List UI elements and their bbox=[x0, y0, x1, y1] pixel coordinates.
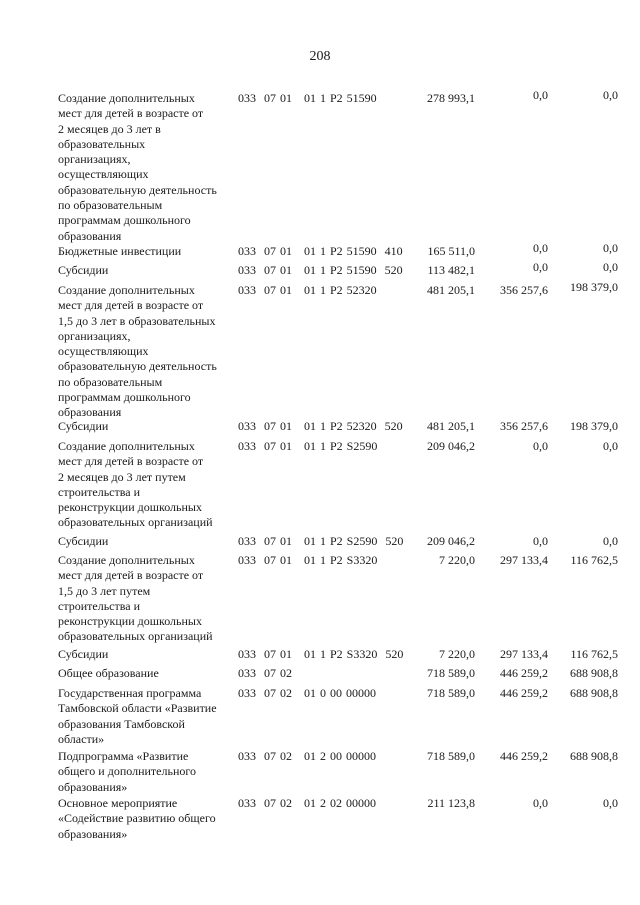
row-value-2: 356 257,6 bbox=[500, 419, 548, 433]
row-name: Субсидии bbox=[58, 534, 109, 548]
row-name: Создание дополнительных мест для детей в возрасте от 1,5 до 3 лет путем строительства и реконструкции дошкольных образовательных организаций bbox=[58, 553, 213, 644]
row-value-1: 113 482,1 bbox=[427, 263, 475, 277]
row-code: 033 07 01 01 1 Р2 S2590 bbox=[238, 439, 378, 453]
row-value-1: 481 205,1 bbox=[427, 419, 475, 433]
row-value-2: 0,0 bbox=[533, 439, 548, 453]
row-code: 033 07 01 01 1 Р2 51590 410 bbox=[238, 244, 403, 258]
row-value-1: 7 220,0 bbox=[439, 553, 475, 567]
row-value-3: 0,0 bbox=[603, 534, 618, 548]
row-value-1: 7 220,0 bbox=[439, 647, 475, 661]
row-code: 033 07 02 bbox=[238, 666, 292, 680]
row-value-2: 446 259,2 bbox=[500, 749, 548, 763]
row-value-1: 481 205,1 bbox=[427, 283, 475, 297]
row-value-1: 209 046,2 bbox=[427, 534, 475, 548]
row-value-3: 688 908,8 bbox=[570, 666, 618, 680]
row-name: Создание дополнительных мест для детей в возрасте от 2 месяцев до 3 лет в образовательных организациях, осуществляющих образовательную деятельность по образовательным программам дошкольного образования bbox=[58, 91, 217, 243]
row-value-2: 0,0 bbox=[533, 241, 548, 255]
row-name: Подпрограмма «Развитие общего и дополнительного образования» bbox=[58, 749, 196, 794]
row-value-1: 209 046,2 bbox=[427, 439, 475, 453]
row-value-2: 446 259,2 bbox=[500, 686, 548, 700]
row-value-3: 0,0 bbox=[603, 241, 618, 255]
row-code: 033 07 01 01 1 Р2 52320 bbox=[238, 283, 377, 297]
row-value-1: 165 511,0 bbox=[427, 244, 475, 258]
row-name: Бюджетные инвестиции bbox=[58, 244, 182, 258]
row-value-3: 198 379,0 bbox=[570, 419, 618, 433]
row-value-1: 718 589,0 bbox=[427, 666, 475, 680]
row-value-2: 0,0 bbox=[533, 260, 548, 274]
row-value-3: 116 762,5 bbox=[570, 647, 618, 661]
row-code: 033 07 02 01 0 00 00000 bbox=[238, 686, 376, 700]
row-value-3: 0,0 bbox=[603, 260, 618, 274]
row-name: Субсидии bbox=[58, 647, 109, 661]
row-code: 033 07 01 01 1 Р2 51590 520 bbox=[238, 263, 403, 277]
row-code: 033 07 01 01 1 Р2 S2590 520 bbox=[238, 534, 404, 548]
row-value-1: 278 993,1 bbox=[427, 91, 475, 105]
row-name: Субсидии bbox=[58, 419, 109, 433]
row-value-2: 0,0 bbox=[533, 796, 548, 810]
row-name: Основное мероприятие «Содействие развитию общего образования» bbox=[58, 796, 216, 841]
row-name: Общее образование bbox=[58, 666, 159, 680]
row-value-2: 356 257,6 bbox=[500, 283, 548, 297]
row-code: 033 07 01 01 1 Р2 S3320 bbox=[238, 553, 378, 567]
row-value-2: 297 133,4 bbox=[500, 553, 548, 567]
row-name: Создание дополнительных мест для детей в возрасте от 2 месяцев до 3 лет путем строительства и реконструкции дошкольных образовательных организаций bbox=[58, 439, 213, 530]
row-value-3: 0,0 bbox=[603, 88, 618, 102]
row-name: Субсидии bbox=[58, 263, 109, 277]
row-value-1: 211 123,8 bbox=[427, 796, 475, 810]
row-value-3: 688 908,8 bbox=[570, 686, 618, 700]
row-value-3: 0,0 bbox=[603, 796, 618, 810]
row-name: Создание дополнительных мест для детей в возрасте от 1,5 до 3 лет в образовательных организациях, осуществляющих образовательную деятельность по образовательным программам дошкольного образования bbox=[58, 283, 217, 420]
row-value-3: 0,0 bbox=[603, 439, 618, 453]
row-value-2: 446 259,2 bbox=[500, 666, 548, 680]
row-value-1: 718 589,0 bbox=[427, 749, 475, 763]
row-value-1: 718 589,0 bbox=[427, 686, 475, 700]
row-name: Государственная программа Тамбовской области «Развитие образования Тамбовской области» bbox=[58, 686, 217, 746]
row-code: 033 07 02 01 2 02 00000 bbox=[238, 796, 376, 810]
page-number: 208 bbox=[309, 49, 331, 64]
row-value-3: 116 762,5 bbox=[570, 553, 618, 567]
row-code: 033 07 01 01 1 Р2 52320 520 bbox=[238, 419, 403, 433]
row-value-3: 198 379,0 bbox=[570, 280, 618, 294]
row-value-2: 0,0 bbox=[533, 88, 548, 102]
row-value-2: 0,0 bbox=[533, 534, 548, 548]
row-code: 033 07 01 01 1 Р2 S3320 520 bbox=[238, 647, 404, 661]
row-value-3: 688 908,8 bbox=[570, 749, 618, 763]
row-value-2: 297 133,4 bbox=[500, 647, 548, 661]
row-code: 033 07 02 01 2 00 00000 bbox=[238, 749, 376, 763]
row-code: 033 07 01 01 1 Р2 51590 bbox=[238, 91, 377, 105]
